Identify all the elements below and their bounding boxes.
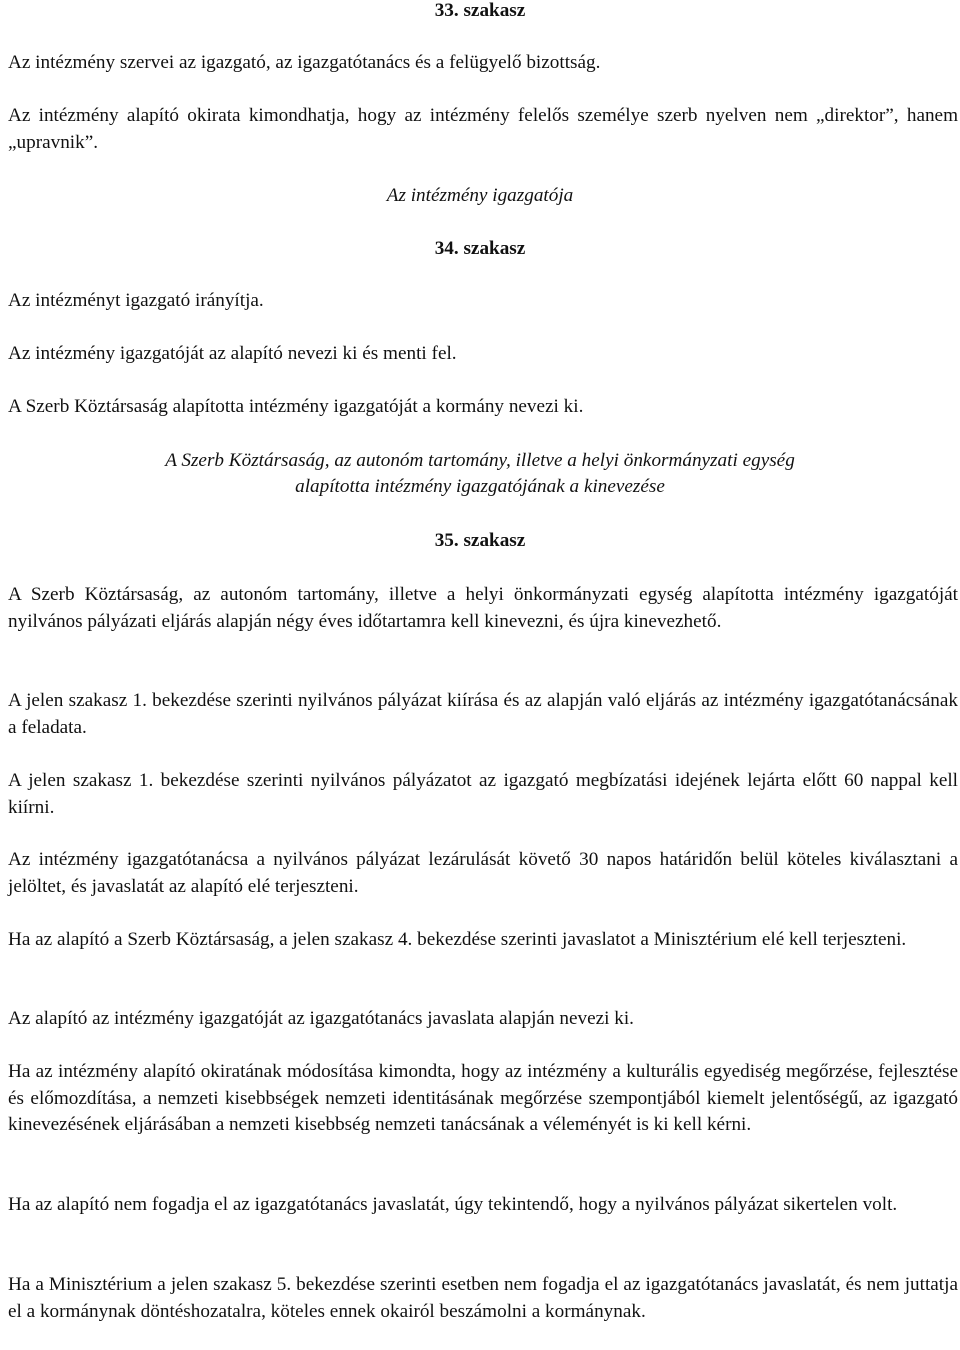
section-35-paragraph-4: Az intézmény igazgatótanácsa a nyilvános pályázat lezárulását követő 30 napos határidőn belül köteles kiválasztani a jelöltet, és javaslatát az alapító elé terjeszteni. <box>8 849 958 897</box>
section-35-paragraph-3: A jelen szakasz 1. bekezdése szerinti nyilvános pályázatot az igazgató megbízatási idejének lejárta előtt 60 nappal kell kiírni. <box>8 770 958 818</box>
section-35-paragraph-9: Ha a Minisztérium a jelen szakasz 5. bekezdése szerinti esetben nem fogadja el az igazgatótanács javaslatát, és nem juttatja el a kormánynak döntéshozatalra, köteles ennek okairól beszámolni a kormánynak. <box>8 1274 958 1322</box>
section-35-paragraph-7: Ha az intézmény alapító okiratának módosítása kimondta, hogy az intézmény a kulturális egyediség megőrzése, fejlesztése és előmozdítása, a nemzeti kisebbségek nemzeti identitásának megőrzése szempontjából kiemelt jelentőségű, az igazgató kinevezésének eljárásában a nemzeti kisebbség nemzeti tanácsának a véleményét is ki kell kérni. <box>8 1061 958 1135</box>
section-34-subtitle: Az intézmény igazgatója <box>386 185 574 206</box>
section-35-paragraph-5: Ha az alapító a Szerb Köztársaság, a jelen szakasz 4. bekezdése szerinti javaslatot a Minisztérium elé kell terjeszteni. <box>8 929 907 950</box>
section-33-heading: 33. szakasz <box>434 0 526 21</box>
section-35-subtitle-line-1: A Szerb Köztársaság, az autonóm tartomány, illetve a helyi önkormányzati egység <box>165 450 795 471</box>
section-33-paragraph-2: Az intézmény alapító okirata kimondhatja, hogy az intézmény felelős személye szerb nyelven nem „direktor”, hanem „upravnik”. <box>8 105 958 153</box>
section-33-paragraph-1: Az intézmény szervei az igazgató, az igazgatótanács és a felügyelő bizottság. <box>8 52 601 73</box>
section-34-paragraph-2: Az intézmény igazgatóját az alapító nevezi ki és menti fel. <box>8 343 457 364</box>
section-35-paragraph-8: Ha az alapító nem fogadja el az igazgatótanács javaslatát, úgy tekintendő, hogy a nyilvános pályázat sikertelen volt. <box>8 1194 898 1215</box>
section-34-heading: 34. szakasz <box>434 238 526 259</box>
section-35-paragraph-2: A jelen szakasz 1. bekezdése szerinti nyilvános pályázat kiírása és az alapján való eljárás az intézmény igazgatótanácsának a feladata. <box>8 690 958 738</box>
section-35-heading: 35. szakasz <box>434 530 526 551</box>
section-35-paragraph-1: A Szerb Köztársaság, az autonóm tartomány, illetve a helyi önkormányzati egység alapította intézmény igazgatóját nyilvános pályázati eljárás alapján négy éves időtartamra kell kinevezni, és újra kinevezhető. <box>8 584 958 632</box>
section-35-subtitle-line-2: alapította intézmény igazgatójának a kinevezése <box>295 476 665 497</box>
section-35-paragraph-6: Az alapító az intézmény igazgatóját az igazgatótanács javaslata alapján nevezi ki. <box>8 1008 634 1029</box>
section-34-paragraph-1: Az intézményt igazgató irányítja. <box>8 290 264 311</box>
section-34-paragraph-3: A Szerb Köztársaság alapította intézmény igazgatóját a kormány nevezi ki. <box>8 396 584 417</box>
